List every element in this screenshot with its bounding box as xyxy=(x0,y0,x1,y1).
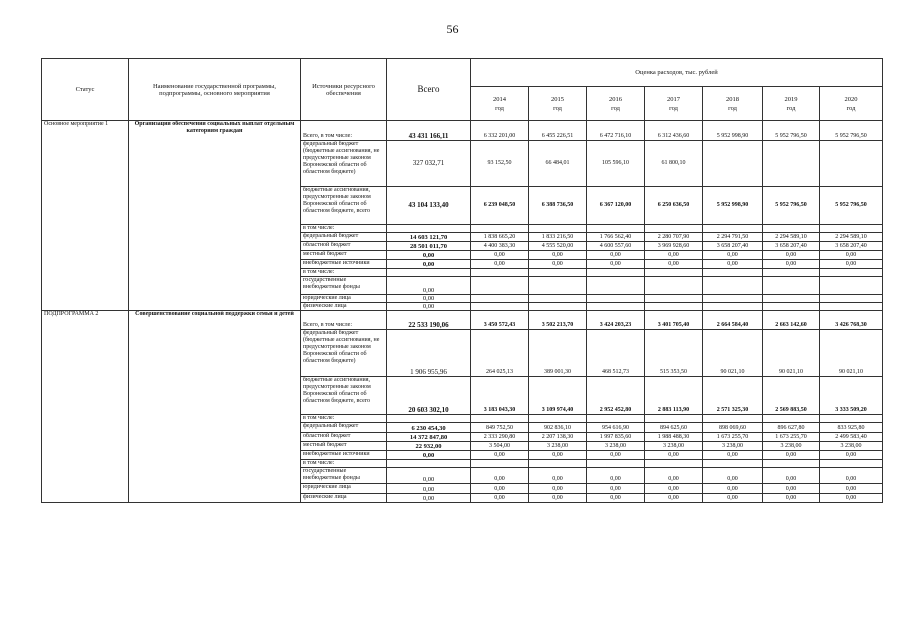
year-value-cell: 0,00 xyxy=(703,451,763,460)
funding-source-cell: бюджетные ассигнования, предусмотренные законом Воронежской области об областном бюджете, всего xyxy=(301,187,387,225)
year-value-cell xyxy=(820,415,883,423)
total-cell: 0,00 xyxy=(387,494,471,503)
year-value-cell xyxy=(529,415,587,423)
year-value-cell: 0,00 xyxy=(471,494,529,503)
year-value-cell: 90 021,10 xyxy=(703,330,763,377)
table-row xyxy=(42,311,883,330)
funding-source-cell: местный бюджет xyxy=(301,442,387,451)
year-value-cell: 3 658 207,40 xyxy=(703,242,763,251)
header-estimate: Оценка расходов, тыс. рублей xyxy=(471,59,883,87)
year-value-cell xyxy=(763,460,820,468)
total-cell: 20 603 302,10 xyxy=(387,377,471,415)
year-value-cell: 1 673 255,70 xyxy=(763,433,820,442)
year-value-cell: 0,00 xyxy=(529,468,587,484)
year-value-cell xyxy=(703,277,763,295)
year-value-cell: 515 353,50 xyxy=(645,330,703,377)
year-value-cell: 3 238,00 xyxy=(587,442,645,451)
expenditure-table xyxy=(41,58,883,503)
year-value-cell xyxy=(471,295,529,303)
year-value-cell: 105 596,10 xyxy=(587,141,645,187)
year-value-cell: 0,00 xyxy=(820,260,883,269)
year-value-cell: 2 664 584,40 xyxy=(703,311,763,330)
year-value-cell: 0,00 xyxy=(763,494,820,503)
header-year-value: 2019 xyxy=(784,95,798,103)
year-value-cell xyxy=(645,460,703,468)
header-year-value: 2020 xyxy=(844,95,858,103)
year-value-cell: 3 401 705,40 xyxy=(645,311,703,330)
year-value-cell: 0,00 xyxy=(763,260,820,269)
funding-source-cell: государственные внебюджетные фонды xyxy=(301,277,387,295)
total-cell: 0,00 xyxy=(387,451,471,460)
year-value-cell: 6 332 201,00 xyxy=(471,121,529,141)
total-cell: 14 603 121,70 xyxy=(387,233,471,242)
year-value-cell: 3 238,00 xyxy=(529,442,587,451)
header-year-unit: год xyxy=(553,104,562,112)
year-value-cell: 2 499 583,40 xyxy=(820,433,883,442)
year-value-cell: 5 952 796,50 xyxy=(763,121,820,141)
funding-source-cell: внебюджетные источники xyxy=(301,260,387,269)
year-value-cell xyxy=(763,225,820,233)
year-value-cell: 0,00 xyxy=(587,260,645,269)
year-value-cell: 0,00 xyxy=(703,484,763,494)
year-value-cell: 0,00 xyxy=(645,260,703,269)
total-cell: 14 372 847,80 xyxy=(387,433,471,442)
funding-source-cell: областной бюджет xyxy=(301,242,387,251)
funding-source-cell: юридические лица xyxy=(301,295,387,303)
funding-source-cell: физические лица xyxy=(301,494,387,503)
funding-source-cell: областной бюджет xyxy=(301,433,387,442)
year-value-cell: 2 883 113,90 xyxy=(645,377,703,415)
year-value-cell: 1 838 665,20 xyxy=(471,233,529,242)
year-value-cell xyxy=(587,415,645,423)
year-value-cell xyxy=(587,269,645,277)
year-value-cell: 0,00 xyxy=(471,468,529,484)
year-value-cell: 2 294 589,10 xyxy=(763,233,820,242)
year-value-cell: 3 333 509,20 xyxy=(820,377,883,415)
year-value-cell: 2 294 589,10 xyxy=(820,233,883,242)
year-value-cell: 0,00 xyxy=(763,451,820,460)
year-value-cell xyxy=(703,225,763,233)
year-value-cell xyxy=(763,303,820,311)
year-value-cell: 5 952 796,50 xyxy=(763,187,820,225)
year-value-cell: 93 152,50 xyxy=(471,141,529,187)
year-value-cell xyxy=(645,415,703,423)
year-value-cell: 0,00 xyxy=(763,468,820,484)
year-value-cell xyxy=(763,295,820,303)
header-year-unit: год xyxy=(669,104,678,112)
year-value-cell xyxy=(471,225,529,233)
year-value-cell: 6 388 736,50 xyxy=(529,187,587,225)
year-value-cell: 833 925,80 xyxy=(820,423,883,433)
program-name-cell: Совершенствование социальной поддержки семьи и детей xyxy=(129,311,301,503)
year-value-cell xyxy=(763,269,820,277)
year-value-cell xyxy=(703,303,763,311)
year-value-cell: 0,00 xyxy=(645,484,703,494)
header-year-value: 2018 xyxy=(726,95,739,103)
total-cell: 43 431 166,11 xyxy=(387,121,471,141)
year-value-cell: 1 833 216,50 xyxy=(529,233,587,242)
year-value-cell: 902 836,10 xyxy=(529,423,587,433)
total-cell xyxy=(387,225,471,233)
year-value-cell: 0,00 xyxy=(471,251,529,260)
year-value-cell: 0,00 xyxy=(471,260,529,269)
year-value-cell: 0,00 xyxy=(703,260,763,269)
year-value-cell xyxy=(703,269,763,277)
header-total: Всего xyxy=(387,59,471,121)
year-value-cell: 3 238,00 xyxy=(703,442,763,451)
funding-source-cell: федеральный бюджет xyxy=(301,233,387,242)
year-value-cell: 5 952 998,90 xyxy=(703,187,763,225)
year-value-cell: 0,00 xyxy=(645,451,703,460)
year-value-cell: 0,00 xyxy=(703,494,763,503)
header-year-value: 2014 xyxy=(493,95,506,103)
total-cell: 6 230 454,30 xyxy=(387,423,471,433)
year-value-cell xyxy=(763,141,820,187)
header-status: Статус xyxy=(42,59,129,121)
funding-source-cell: местный бюджет xyxy=(301,251,387,260)
header-year-2020 xyxy=(820,87,883,121)
year-value-cell: 0,00 xyxy=(820,468,883,484)
year-value-cell: 0,00 xyxy=(645,251,703,260)
table-row xyxy=(42,121,883,141)
year-value-cell xyxy=(763,415,820,423)
header-year-2017 xyxy=(645,87,703,121)
header-program-name: Наименование государственной программы, подпрограммы, основного мероприятия xyxy=(129,59,301,121)
year-value-cell: 0,00 xyxy=(529,251,587,260)
funding-source-cell: федеральный бюджет (бюджетные ассигнования, не предусмотренные законом Воронежской области об областном бюджете) xyxy=(301,330,387,377)
year-value-cell: 3 183 043,30 xyxy=(471,377,529,415)
year-value-cell xyxy=(529,460,587,468)
year-value-cell xyxy=(471,460,529,468)
funding-source-cell: федеральный бюджет xyxy=(301,423,387,433)
year-value-cell: 1 673 255,70 xyxy=(703,433,763,442)
year-value-cell: 0,00 xyxy=(587,484,645,494)
year-value-cell xyxy=(763,277,820,295)
year-value-cell: 0,00 xyxy=(587,451,645,460)
year-value-cell: 3 658 207,40 xyxy=(763,242,820,251)
year-value-cell xyxy=(587,460,645,468)
year-value-cell xyxy=(529,225,587,233)
funding-source-cell: в том числе: xyxy=(301,460,387,468)
funding-source-cell: в том числе: xyxy=(301,415,387,423)
total-cell xyxy=(387,269,471,277)
year-value-cell: 0,00 xyxy=(471,484,529,494)
year-value-cell: 468 512,73 xyxy=(587,330,645,377)
year-value-cell xyxy=(703,295,763,303)
year-value-cell: 1 997 835,60 xyxy=(587,433,645,442)
header-year-value: 2016 xyxy=(609,95,622,103)
total-cell: 28 501 011,70 xyxy=(387,242,471,251)
year-value-cell xyxy=(820,460,883,468)
year-value-cell: 0,00 xyxy=(587,494,645,503)
status-cell: ПОДПРОГРАММА 2 xyxy=(42,311,129,503)
year-value-cell: 0,00 xyxy=(645,468,703,484)
year-value-cell: 2 663 142,60 xyxy=(763,311,820,330)
year-value-cell xyxy=(703,141,763,187)
year-value-cell: 849 752,50 xyxy=(471,423,529,433)
year-value-cell xyxy=(529,269,587,277)
year-value-cell: 3 502 213,70 xyxy=(529,311,587,330)
funding-source-cell: в том числе: xyxy=(301,269,387,277)
year-value-cell: 0,00 xyxy=(587,468,645,484)
year-value-cell xyxy=(820,141,883,187)
header-year-unit: год xyxy=(611,104,620,112)
year-value-cell: 6 472 716,10 xyxy=(587,121,645,141)
status-cell: Основное мероприятие 1 xyxy=(42,121,129,311)
year-value-cell: 90 021,10 xyxy=(820,330,883,377)
year-value-cell: 2 207 138,30 xyxy=(529,433,587,442)
year-value-cell: 2 294 791,50 xyxy=(703,233,763,242)
funding-source-cell: федеральный бюджет (бюджетные ассигнования, не предусмотренные законом Воронежской области об областном бюджете) xyxy=(301,141,387,187)
year-value-cell: 3 504,00 xyxy=(471,442,529,451)
year-value-cell: 0,00 xyxy=(763,484,820,494)
total-cell xyxy=(387,460,471,468)
year-value-cell: 954 616,90 xyxy=(587,423,645,433)
header-year-2016 xyxy=(587,87,645,121)
year-value-cell xyxy=(703,460,763,468)
year-value-cell: 264 025,13 xyxy=(471,330,529,377)
funding-source-cell: юридические лица xyxy=(301,484,387,494)
total-cell: 22 932,00 xyxy=(387,442,471,451)
year-value-cell: 66 484,01 xyxy=(529,141,587,187)
page-number: 56 xyxy=(446,22,459,36)
header-year-value: 2015 xyxy=(551,95,564,103)
year-value-cell: 6 367 120,00 xyxy=(587,187,645,225)
year-value-cell: 2 280 707,90 xyxy=(645,233,703,242)
funding-source-cell: Всего, в том числе: xyxy=(301,121,387,141)
total-cell: 0,00 xyxy=(387,277,471,295)
header-year-2019 xyxy=(763,87,820,121)
year-value-cell xyxy=(587,225,645,233)
year-value-cell xyxy=(587,277,645,295)
year-value-cell: 896 627,80 xyxy=(763,423,820,433)
funding-source-cell: в том числе: xyxy=(301,225,387,233)
year-value-cell xyxy=(529,295,587,303)
total-cell: 0,00 xyxy=(387,251,471,260)
total-cell: 22 533 190,06 xyxy=(387,311,471,330)
year-value-cell: 2 952 452,80 xyxy=(587,377,645,415)
year-value-cell xyxy=(471,303,529,311)
year-value-cell: 3 426 768,30 xyxy=(820,311,883,330)
total-cell: 0,00 xyxy=(387,295,471,303)
funding-source-cell: государственные внебюджетные фонды xyxy=(301,468,387,484)
year-value-cell xyxy=(471,269,529,277)
year-value-cell: 1 766 562,40 xyxy=(587,233,645,242)
year-value-cell: 5 952 998,90 xyxy=(703,121,763,141)
year-value-cell xyxy=(587,303,645,311)
year-value-cell: 0,00 xyxy=(820,251,883,260)
year-value-cell: 3 450 572,43 xyxy=(471,311,529,330)
year-value-cell: 6 239 048,50 xyxy=(471,187,529,225)
year-value-cell: 0,00 xyxy=(529,484,587,494)
total-cell: 0,00 xyxy=(387,484,471,494)
year-value-cell: 2 333 290,80 xyxy=(471,433,529,442)
year-value-cell: 90 021,10 xyxy=(763,330,820,377)
year-value-cell: 0,00 xyxy=(529,451,587,460)
header-year-unit: год xyxy=(728,104,737,112)
year-value-cell xyxy=(703,415,763,423)
funding-source-cell: физические лица xyxy=(301,303,387,311)
year-value-cell: 898 069,60 xyxy=(703,423,763,433)
total-cell: 327 032,71 xyxy=(387,141,471,187)
year-value-cell: 0,00 xyxy=(703,468,763,484)
year-value-cell: 6 312 436,60 xyxy=(645,121,703,141)
year-value-cell xyxy=(587,295,645,303)
year-value-cell: 2 569 883,50 xyxy=(763,377,820,415)
year-value-cell xyxy=(529,277,587,295)
year-value-cell: 0,00 xyxy=(529,494,587,503)
year-value-cell: 6 455 226,51 xyxy=(529,121,587,141)
total-cell: 0,00 xyxy=(387,260,471,269)
year-value-cell: 61 800,10 xyxy=(645,141,703,187)
year-value-cell: 3 238,00 xyxy=(763,442,820,451)
year-value-cell: 0,00 xyxy=(471,451,529,460)
year-value-cell xyxy=(820,277,883,295)
header-year-unit: год xyxy=(846,104,856,112)
year-value-cell: 5 952 796,50 xyxy=(820,187,883,225)
year-value-cell: 6 250 636,50 xyxy=(645,187,703,225)
header-year-2018 xyxy=(703,87,763,121)
year-value-cell: 0,00 xyxy=(763,251,820,260)
year-value-cell: 3 238,00 xyxy=(820,442,883,451)
year-value-cell: 5 952 796,50 xyxy=(820,121,883,141)
year-value-cell: 3 658 207,40 xyxy=(820,242,883,251)
total-cell: 1 906 955,96 xyxy=(387,330,471,377)
year-value-cell: 3 238,00 xyxy=(645,442,703,451)
year-value-cell: 0,00 xyxy=(645,494,703,503)
funding-source-cell: бюджетные ассигнования, предусмотренные законом Воронежской области об областном бюджете, всего xyxy=(301,377,387,415)
year-value-cell: 389 001,30 xyxy=(529,330,587,377)
year-value-cell: 0,00 xyxy=(587,251,645,260)
year-value-cell: 0,00 xyxy=(820,484,883,494)
total-cell: 43 104 133,40 xyxy=(387,187,471,225)
year-value-cell xyxy=(645,269,703,277)
year-value-cell xyxy=(645,277,703,295)
year-value-cell xyxy=(529,303,587,311)
year-value-cell xyxy=(645,225,703,233)
year-value-cell xyxy=(645,303,703,311)
year-value-cell xyxy=(820,295,883,303)
total-cell: 0,00 xyxy=(387,303,471,311)
funding-source-cell: Всего, в том числе: xyxy=(301,311,387,330)
year-value-cell xyxy=(820,269,883,277)
total-cell xyxy=(387,415,471,423)
header-year-2015 xyxy=(529,87,587,121)
year-value-cell xyxy=(471,277,529,295)
header-year-2014 xyxy=(471,87,529,121)
year-value-cell: 4 400 383,30 xyxy=(471,242,529,251)
year-value-cell: 0,00 xyxy=(529,260,587,269)
year-value-cell: 4 600 557,60 xyxy=(587,242,645,251)
year-value-cell: 4 555 520,00 xyxy=(529,242,587,251)
header-funding-source: Источники ресурсного обеспечения xyxy=(301,59,387,121)
year-value-cell: 3 424 203,23 xyxy=(587,311,645,330)
header-year-value: 2017 xyxy=(667,95,680,103)
year-value-cell: 894 625,60 xyxy=(645,423,703,433)
year-value-cell: 2 571 325,30 xyxy=(703,377,763,415)
year-value-cell: 1 988 488,30 xyxy=(645,433,703,442)
total-cell: 0,00 xyxy=(387,468,471,484)
year-value-cell: 3 109 974,40 xyxy=(529,377,587,415)
program-name-cell: Организация обеспечения социальных выплат отдельным категориям граждан xyxy=(129,121,301,311)
header-year-unit: год xyxy=(495,104,504,112)
year-value-cell xyxy=(645,295,703,303)
year-value-cell: 0,00 xyxy=(820,451,883,460)
year-value-cell xyxy=(820,225,883,233)
header-year-unit: год xyxy=(786,104,796,112)
funding-source-cell: внебюджетные источники xyxy=(301,451,387,460)
year-value-cell: 0,00 xyxy=(703,251,763,260)
year-value-cell: 3 969 928,60 xyxy=(645,242,703,251)
year-value-cell xyxy=(820,303,883,311)
year-value-cell: 0,00 xyxy=(820,494,883,503)
header-row xyxy=(42,59,883,87)
year-value-cell xyxy=(471,415,529,423)
